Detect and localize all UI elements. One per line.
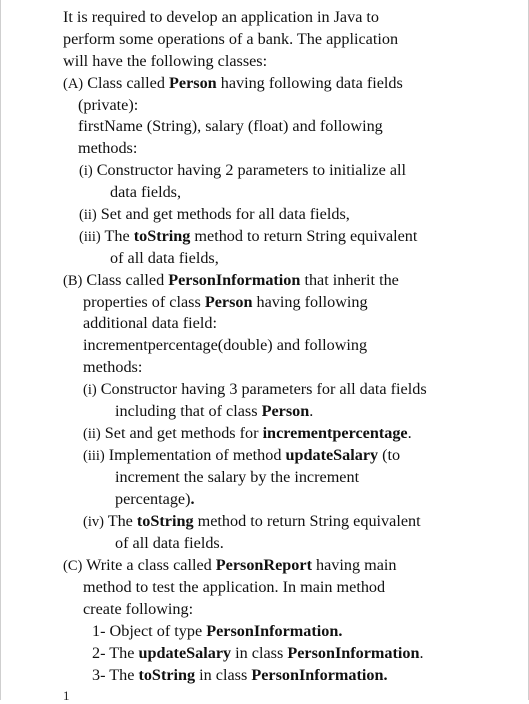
item-i-period: . (309, 402, 314, 420)
item-3-text: 3- The (92, 666, 139, 684)
section-a-item-i (79, 160, 406, 182)
item-ii-text: Set and get methods for (100, 424, 263, 442)
method-name-updatesalary: updateSalary (138, 644, 232, 662)
item-i-text: Constructor having 2 parameters to initialize all (92, 161, 407, 179)
item-iv-text: The (103, 512, 137, 530)
section-b-heading (63, 270, 399, 292)
section-c-marker: (C) (63, 558, 83, 574)
section-a-item-i-cont (110, 182, 181, 204)
item-iii-text-2: (to (378, 446, 401, 464)
intro-line-2 (63, 29, 398, 51)
item-iii-text: The (100, 227, 134, 245)
section-c-line-3 (83, 599, 193, 621)
item-iii-marker: (iii) (79, 229, 101, 245)
section-c-text-3: method to test the application. In main method (83, 578, 386, 596)
section-c-item-3 (92, 665, 388, 687)
section-b-line-4 (83, 335, 367, 357)
item-ii-marker: (ii) (79, 207, 97, 223)
item-ii-period: . (407, 424, 412, 442)
item-iv-marker: (iv) (83, 514, 104, 530)
section-a-private: (private): (78, 96, 139, 114)
section-b-item-iv (83, 511, 421, 533)
class-name-personreport: PersonReport (215, 556, 312, 574)
item-i-marker: (i) (79, 163, 93, 179)
section-b-line-5 (83, 357, 142, 379)
item-iii-text-3: of all data fields, (110, 249, 219, 267)
section-a-heading (63, 73, 403, 95)
section-b-text: Class called (82, 271, 169, 289)
item-iv-text-3: of all data fields. (115, 534, 224, 552)
section-a-item-ii (79, 204, 350, 226)
method-name-tostring: toString (136, 512, 194, 530)
section-b-text-2: that inherit the (300, 271, 399, 289)
item-ii-marker: (ii) (83, 426, 101, 442)
page-number: 1 (63, 688, 70, 703)
section-a-item-iii-cont (110, 248, 219, 270)
section-b-item-ii (83, 423, 412, 445)
item-i-text: Constructor having 3 parameters for all data fields (96, 380, 427, 398)
class-name-person: Person (261, 402, 310, 420)
section-c-text: Write a class called (82, 556, 216, 574)
section-c-item-2 (92, 643, 424, 665)
intro-line-3 (63, 51, 267, 73)
class-name-person: Person (169, 74, 217, 92)
class-name-personinformation: PersonInformation. (251, 666, 388, 684)
section-a-text-2: having following data fields (216, 74, 403, 92)
item-iii-marker: (iii) (83, 448, 105, 464)
intro-text-3: will have the following classes: (63, 52, 268, 70)
item-iii-text: Implementation of method (104, 446, 286, 464)
section-b-field: incrementpercentage(double) and following (83, 336, 368, 354)
section-c-item-1 (92, 621, 342, 643)
section-a-marker: (A) (63, 76, 84, 92)
section-c-heading (63, 555, 397, 577)
section-a-line-3 (78, 116, 383, 138)
item-2-text-2: in class (231, 644, 288, 662)
item-1-text: 1- Object of type (92, 622, 207, 640)
item-iii-text-2: method to return String equivalent (190, 227, 418, 245)
section-c-line-2 (83, 577, 385, 599)
section-b-item-i (83, 379, 427, 401)
section-c-text-4: create following: (83, 600, 194, 618)
section-b-additional: additional data field: (83, 314, 217, 332)
section-b-item-iii (83, 445, 400, 467)
intro-text-2: perform some operations of a bank. The application (63, 30, 399, 48)
section-b-item-iv-cont (115, 533, 224, 555)
class-name-personinformation: PersonInformation (168, 271, 301, 289)
item-iv-text-2: method to return String equivalent (193, 512, 421, 530)
item-iii-text-3: increment the salary by the increment (115, 468, 360, 486)
method-name-updatesalary: updateSalary (285, 446, 379, 464)
section-b-line-3 (83, 313, 217, 335)
section-a-fields: firstName (String), salary (float) and following (78, 117, 383, 135)
item-iii-period: . (190, 490, 195, 508)
intro-text-1: It is required to develop an application in Java to (63, 8, 380, 26)
field-name-incrementpercentage: incrementpercentage (262, 424, 408, 442)
item-i-marker: (i) (83, 382, 97, 398)
item-2-text: 2- The (92, 644, 139, 662)
item-i-text-2: data fields, (110, 183, 182, 201)
method-name-tostring: toString (138, 666, 196, 684)
section-a-line-4 (78, 138, 137, 160)
item-i-text-2: including that of class (115, 402, 262, 420)
item-3-text-2: in class (195, 666, 252, 684)
section-b-item-iii-cont (115, 467, 359, 489)
method-name-tostring: toString (133, 227, 191, 245)
section-a-item-iii (79, 226, 417, 248)
class-name-personinformation: PersonInformation. (206, 622, 343, 640)
section-a-methods: methods: (78, 139, 138, 157)
section-a-line-2 (78, 95, 138, 117)
class-name-person: Person (204, 293, 253, 311)
class-name-personinformation: PersonInformation (287, 644, 420, 662)
section-c-text-2: having main (311, 556, 397, 574)
intro-line-1 (63, 7, 379, 29)
section-b-methods: methods: (83, 358, 143, 376)
item-2-period: . (419, 644, 424, 662)
section-b-text-3: properties of class (83, 293, 205, 311)
section-a-text: Class called (83, 74, 170, 92)
section-b-line-2 (83, 292, 368, 314)
item-ii-text: Set and get methods for all data fields, (96, 205, 350, 223)
section-b-item-i-cont (115, 401, 313, 423)
section-b-text-4: having following (252, 293, 368, 311)
item-iii-text-4: percentage) (115, 490, 191, 508)
section-b-item-iii-cont-2 (115, 489, 195, 511)
section-b-marker: (B) (63, 273, 83, 289)
